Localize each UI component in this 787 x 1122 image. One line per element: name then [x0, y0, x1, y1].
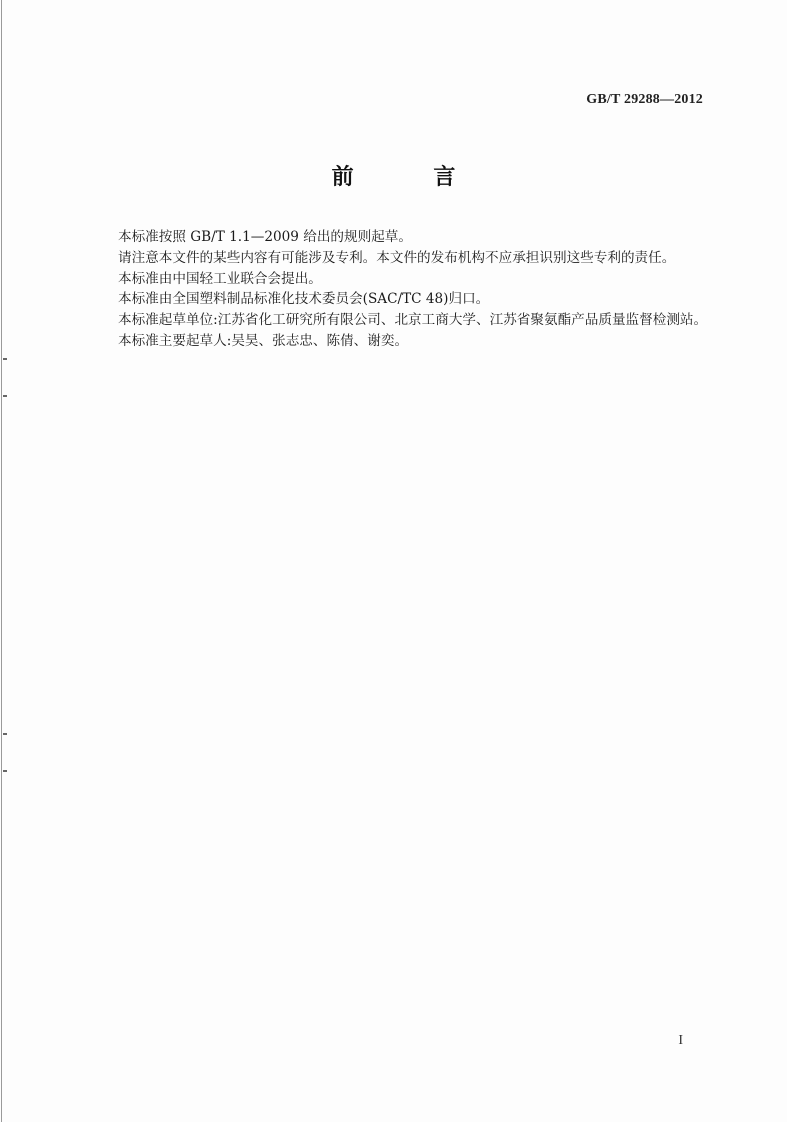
- paragraph-main-drafters: 本标准主要起草人:吴昊、张志忠、陈倩、谢奕。: [118, 332, 409, 349]
- paragraph-patent-notice: 请注意本文件的某些内容有可能涉及专利。本文件的发布机构不应承担识别这些专利的责任。: [118, 249, 676, 266]
- page-title: 前 言: [331, 165, 492, 190]
- paragraph-technical-committee: 本标准由全国塑料制品标准化技术委员会(SAC/TC 48)归口。: [118, 291, 490, 308]
- scan-edge-mark: [3, 395, 7, 397]
- paragraph-drafting-rules: 本标准按照 GB/T 1.1—2009 给出的规则起草。: [118, 229, 412, 245]
- standard-code: GB/T 29288—2012: [586, 92, 703, 107]
- scan-edge-mark: [3, 358, 7, 360]
- preface-body: [118, 227, 718, 352]
- scan-edge-mark: [3, 770, 7, 772]
- scan-edge-mark: [3, 733, 7, 735]
- page-number: I: [678, 1033, 683, 1048]
- paragraph-proposed-by: 本标准由中国轻工业联合会提出。: [118, 270, 322, 287]
- paragraph-drafting-organizations: 本标准起草单位:江苏省化工研究所有限公司、北京工商大学、江苏省聚氨酯产品质量监督检测站。: [118, 312, 708, 329]
